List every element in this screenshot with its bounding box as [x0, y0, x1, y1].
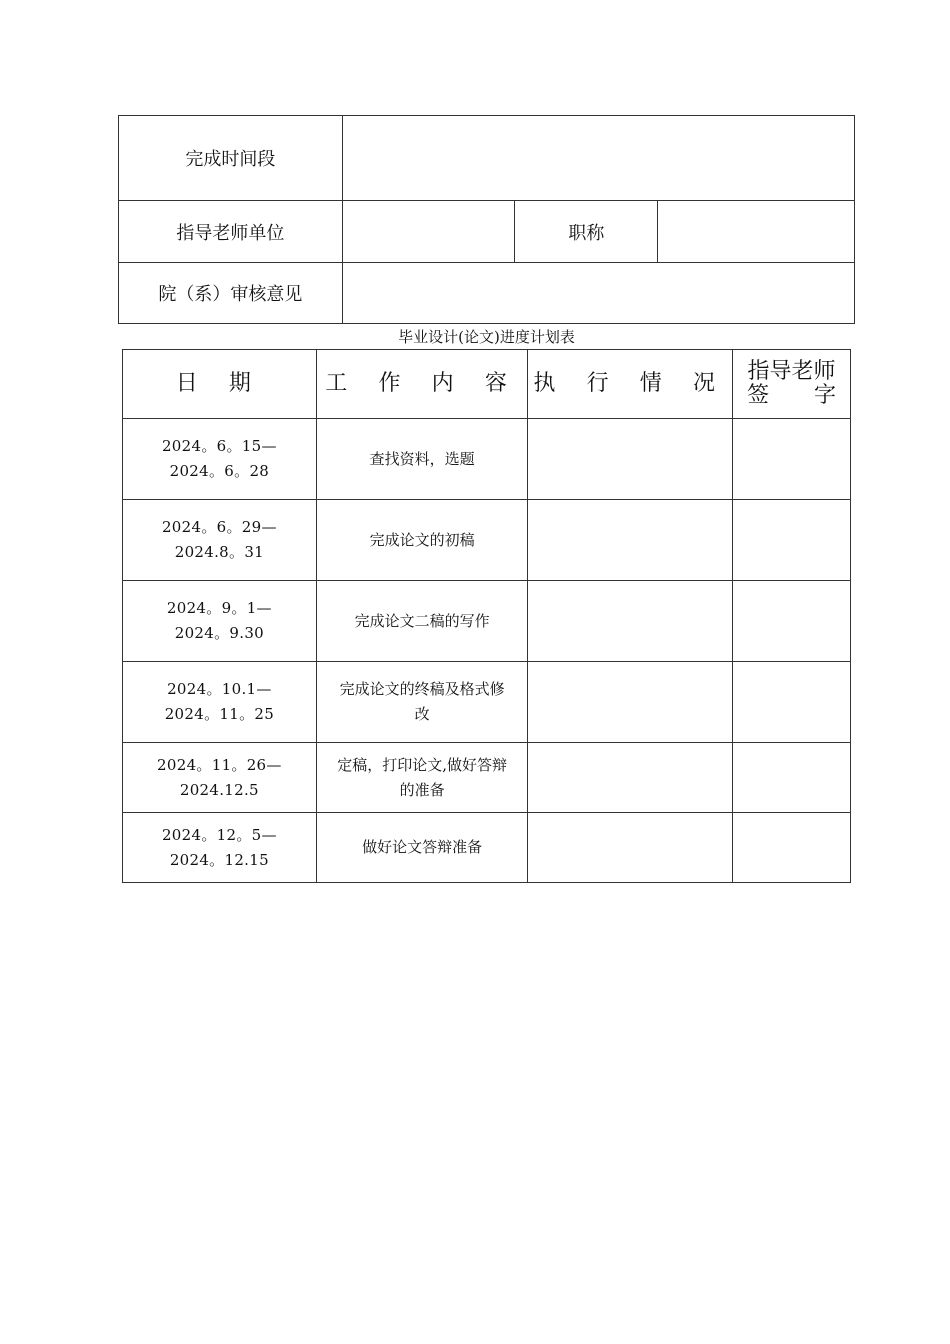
header-signature: [733, 350, 851, 419]
info-table: [118, 115, 855, 324]
row-content: [316, 813, 528, 883]
row-signature: [733, 500, 851, 581]
row-signature: [733, 662, 851, 743]
row-content: [316, 662, 528, 743]
content-line: 定稿，打印论文,做好答辩: [337, 755, 507, 774]
row-content: [316, 581, 528, 662]
period-row: [119, 116, 855, 201]
table-row: [123, 662, 851, 743]
dept-review-label: 院（系）审核意见: [119, 263, 343, 324]
row-date: [123, 581, 317, 662]
date-end: 2024.8。31: [174, 543, 265, 561]
dept-review-row: [119, 263, 855, 324]
supervisor-unit-label: 指导老师单位: [119, 201, 343, 263]
table-row: [123, 743, 851, 813]
dept-review-value: [342, 263, 854, 324]
row-status: [528, 581, 733, 662]
row-content: [316, 500, 528, 581]
table-row: [123, 581, 851, 662]
row-date: [123, 419, 317, 500]
row-date: [123, 743, 317, 813]
content-line: 查找资料，选题: [369, 449, 475, 468]
plan-title: 毕业设计(论文)进度计划表: [398, 328, 575, 346]
content-line: 完成论文的终稿及格式修: [339, 680, 505, 698]
row-signature: [733, 581, 851, 662]
row-status: [528, 662, 733, 743]
header-signature-line1: 指导老师: [747, 359, 836, 384]
row-status: [528, 419, 733, 500]
header-signature-char-a: 签: [747, 383, 770, 408]
content-line: 改: [414, 705, 430, 723]
row-signature: [733, 743, 851, 813]
header-date: 日 期: [123, 350, 317, 419]
period-label: 完成时间段: [119, 116, 343, 201]
plan-table: [122, 349, 851, 883]
row-status: [528, 743, 733, 813]
row-status: [528, 813, 733, 883]
period-value: [342, 116, 854, 201]
row-content: [316, 743, 528, 813]
date-end: 2024。11。25: [164, 705, 275, 723]
date-start: 2024。11。26—: [157, 755, 282, 774]
date-start: 2024。9。1—: [166, 599, 272, 617]
row-signature: [733, 419, 851, 500]
date-end: 2024.12.5: [179, 780, 259, 799]
row-signature: [733, 813, 851, 883]
date-end: 2024。6。28: [169, 462, 270, 480]
content-line: 完成论文二稿的写作: [354, 611, 490, 630]
header-signature-line2: [733, 384, 850, 408]
title-label: 职称: [515, 201, 658, 263]
title-value: [658, 201, 855, 263]
date-end: 2024。9.30: [174, 624, 265, 642]
content-line: 的准备: [399, 780, 445, 799]
table-row: [123, 813, 851, 883]
row-date: [123, 813, 317, 883]
table-row: [123, 500, 851, 581]
content-line: 完成论文的初稿: [369, 530, 475, 549]
date-start: 2024。12。5—: [161, 825, 277, 844]
date-end: 2024。12.15: [169, 850, 269, 869]
date-start: 2024。6。29—: [161, 518, 277, 536]
table-row: [123, 419, 851, 500]
row-date: [123, 500, 317, 581]
date-start: 2024。10.1—: [167, 680, 272, 698]
header-status: 执 行 情 况: [528, 350, 733, 419]
date-start: 2024。6。15—: [161, 437, 277, 455]
header-signature-char-b: 字: [813, 383, 836, 408]
plan-header-row: [123, 350, 851, 419]
row-date: [123, 662, 317, 743]
row-content: [316, 419, 528, 500]
row-status: [528, 500, 733, 581]
supervisor-unit-value: [342, 201, 515, 263]
content-line: 做好论文答辩准备: [362, 838, 483, 856]
header-content: 工 作 内 容: [316, 350, 528, 419]
supervisor-row: [119, 201, 855, 263]
